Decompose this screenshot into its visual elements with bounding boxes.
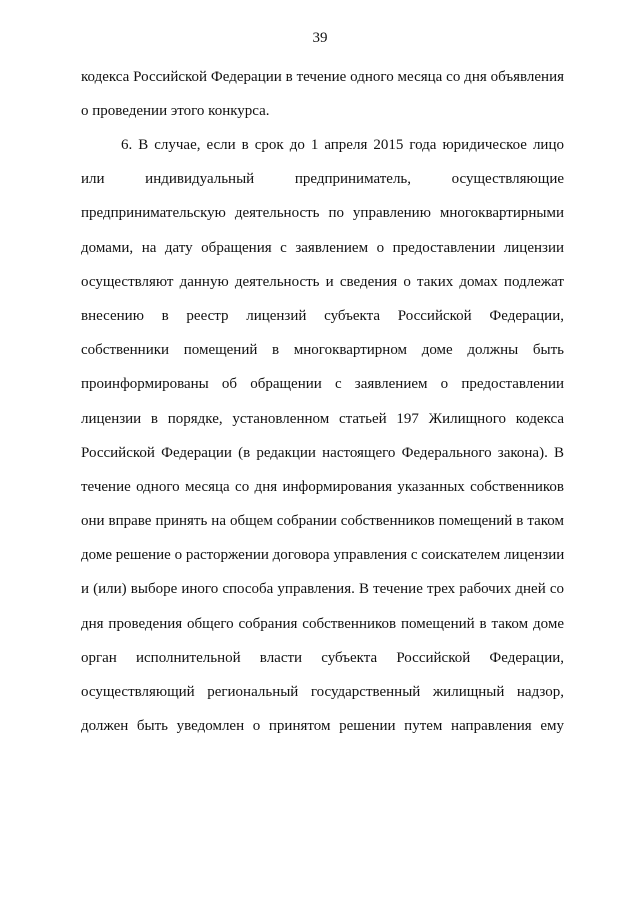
text-line: должен быть уведомлен о принятом решении путем направления ему	[81, 718, 564, 735]
text-line: течение одного месяца со дня информирования указанных собственников	[81, 478, 564, 495]
text-line: домами, на дату обращения с заявлением о предоставлении лицензии	[81, 239, 564, 256]
text-line: и (или) выборе иного способа управления. В течение трех рабочих дней со	[81, 581, 564, 598]
text-line: осуществляющий региональный государственный жилищный надзор,	[81, 684, 564, 700]
text-line: дня проведения общего собрания собственников помещений в таком доме	[81, 615, 564, 632]
text-line: доме решение о расторжении договора управления с соискателем лицензии	[81, 547, 565, 564]
text-line: предпринимательскую деятельность по управлению многоквартирными	[81, 205, 564, 222]
text-line: собственники помещений в многоквартирном доме должны быть	[81, 342, 564, 359]
paragraph-continuation	[81, 60, 564, 128]
text-line: орган исполнительной власти субъекта Российской Федерации,	[81, 649, 564, 666]
text-line: кодекса Российской Федерации в течение одного месяца со дня объявления	[81, 69, 564, 85]
text-line: проинформированы об обращении с заявлением о предоставлении	[81, 376, 564, 393]
text-line: 6. В случае, если в срок до 1 апреля 2015 года юридическое лицо	[121, 137, 564, 153]
paragraph-item-6	[81, 128, 564, 743]
page-number: 39	[312, 30, 328, 46]
text-line: о проведении этого конкурса.	[81, 103, 270, 120]
text-line: они вправе принять на общем собрании собственников помещений в таком	[81, 513, 564, 530]
text-line: внесению в реестр лицензий субъекта Российской Федерации,	[81, 307, 564, 324]
text-line: Российской Федерации (в редакции настоящего Федерального закона). В	[81, 444, 564, 461]
text-line: осуществляют данную деятельность и сведения о таких домах подлежат	[81, 273, 564, 290]
text-line: лицензии в порядке, установленном статьей 197 Жилищного кодекса	[81, 410, 564, 427]
text-line: или индивидуальный предприниматель, осуществляющие	[81, 171, 564, 188]
